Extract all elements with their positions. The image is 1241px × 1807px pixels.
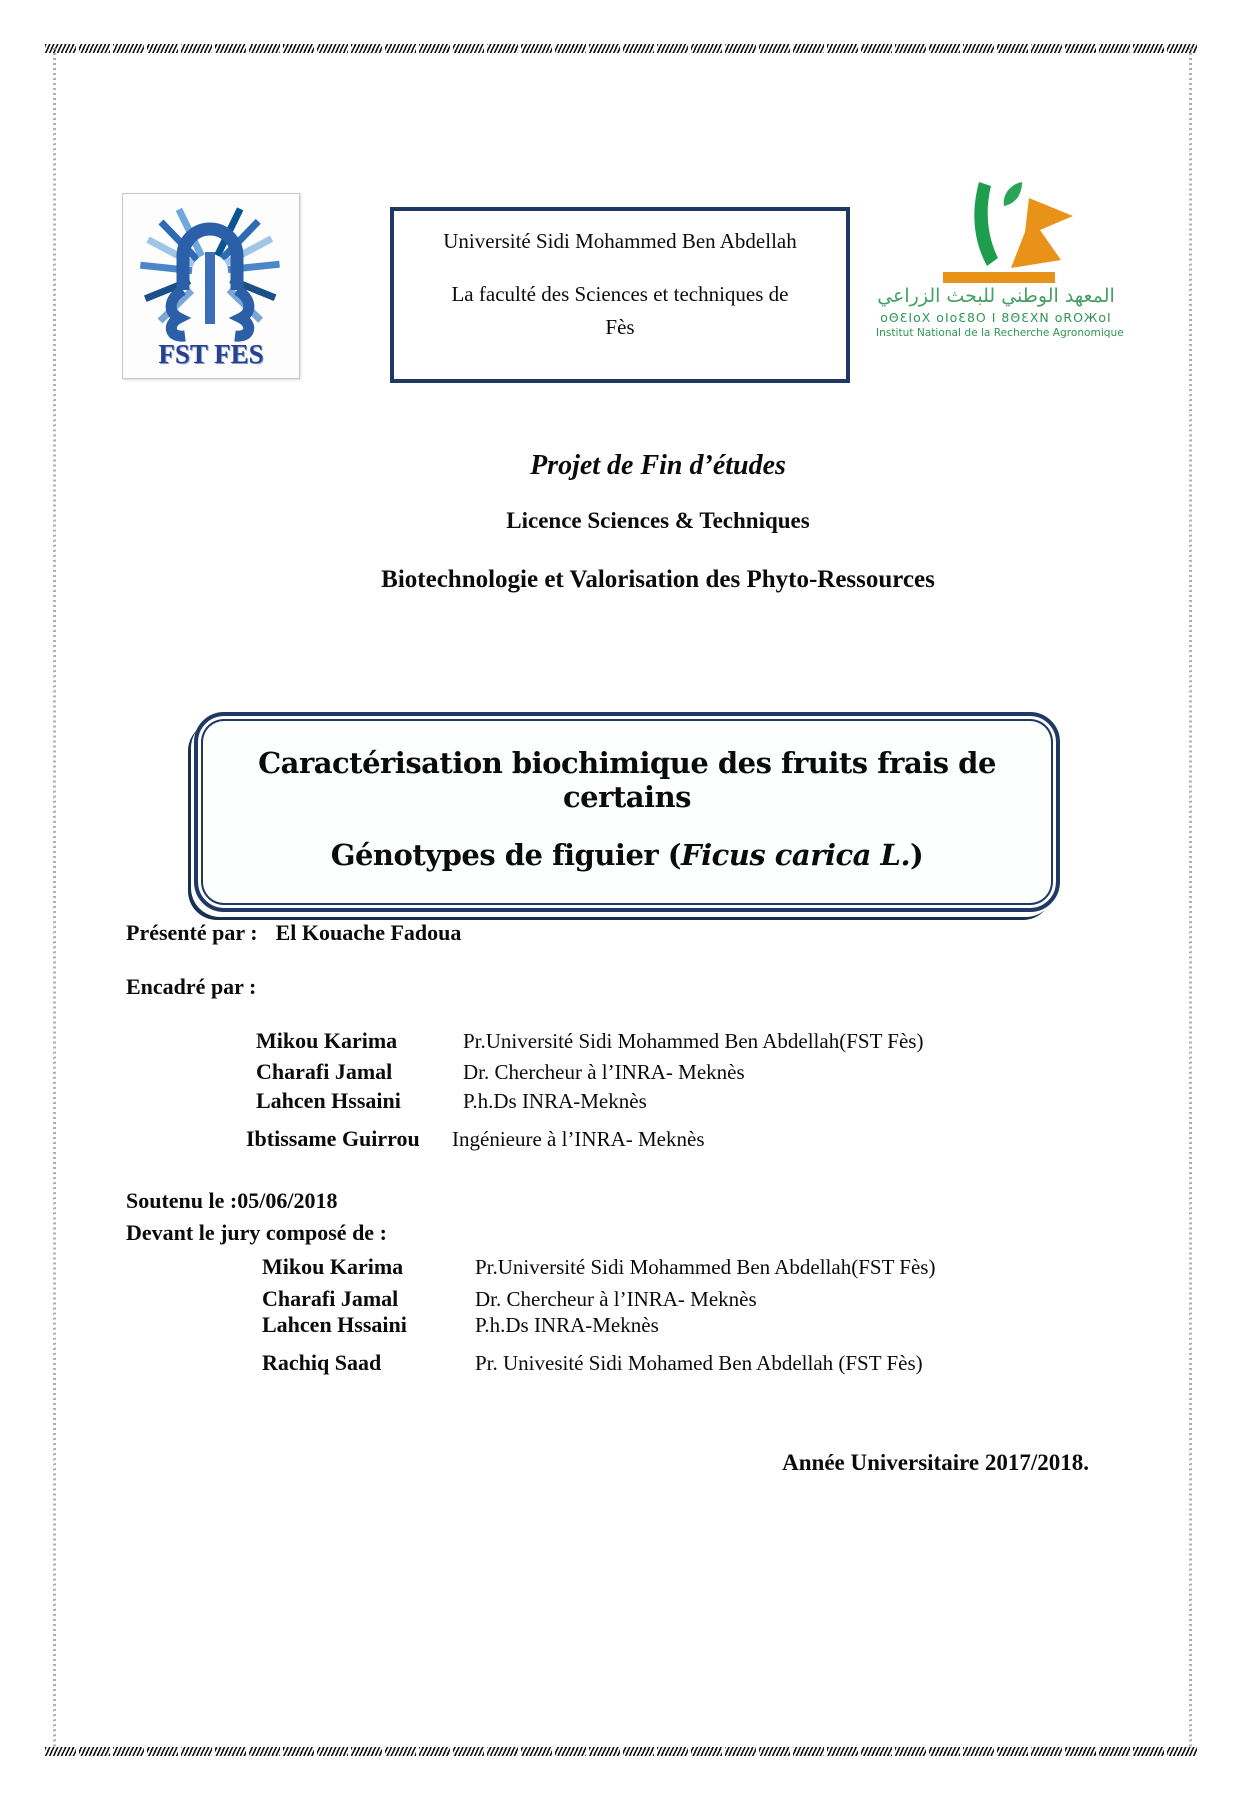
title-species-latin: Ficus carica L. — [681, 838, 911, 872]
supervised-by-label: Encadré par : — [126, 974, 257, 999]
fst-logo-label: FST FES — [158, 339, 264, 369]
presented-by-row — [126, 920, 461, 946]
inra-tifinagh-name: oΘƐIoX oIoƐ8O I 8ΘƐXN oROЖoI — [880, 309, 1112, 325]
heading-program: Biotechnologie et Valorisation des Phyto-Ressources — [381, 566, 935, 593]
academic-year: Année Universitaire 2017/2018. — [782, 1450, 1089, 1475]
supervisor-role: Dr. Chercheur à l’INRA- Meknès — [463, 1060, 745, 1084]
university-name: Université Sidi Mohammed Ben Abdellah — [443, 229, 797, 253]
inra-logo-block — [876, 180, 1124, 339]
supervisor-name: Lahcen Hssaini — [256, 1088, 401, 1113]
university-box — [390, 207, 850, 383]
title-line2-suffix: ) — [910, 838, 924, 872]
jury-name: Lahcen Hssaini — [262, 1312, 407, 1337]
jury-label: Devant le jury composé de : — [126, 1220, 387, 1245]
jury-role: Pr.Université Sidi Mohammed Ben Abdellah(FST Fès) — [475, 1255, 936, 1279]
inra-french-name: Institut National de la Recherche Agronomique — [876, 326, 1124, 339]
jury-name: Mikou Karima — [262, 1254, 404, 1279]
title-line2-prefix: Génotypes de figuier ( — [330, 838, 681, 872]
heading-degree: Licence Sciences & Techniques — [506, 508, 810, 533]
jury-role: Pr. Univesité Sidi Mohamed Ben Abdellah (FST Fès) — [475, 1351, 923, 1375]
presented-by-label: Présenté par : — [126, 920, 258, 945]
fst-fes-logo — [122, 193, 300, 379]
supervisor-role: Ingénieure à l’INRA- Meknès — [452, 1127, 705, 1151]
jury-role: P.h.Ds INRA-Meknès — [475, 1313, 659, 1337]
page-border-left — [53, 48, 56, 1748]
inra-arabic-name: المعهد الوطني للبحث الزراعي — [877, 285, 1115, 307]
thesis-title-line-1: Caractérisation biochimique des fruits frais de certains — [258, 746, 996, 814]
defense-date: Soutenu le :05/06/2018 — [126, 1188, 338, 1213]
faculty-name-line: La faculté des Sciences et techniques de — [451, 282, 789, 306]
faculty-city: Fès — [605, 315, 635, 339]
inra-logo-icon — [901, 180, 1091, 284]
thesis-title-line-2 — [198, 838, 1056, 872]
supervisor-name: Ibtissame Guirrou — [246, 1126, 420, 1151]
jury-role: Dr. Chercheur à l’INRA- Meknès — [475, 1287, 757, 1311]
heading-project-type: Projet de Fin d’études — [530, 450, 786, 481]
presented-by-name: El Kouache Fadoua — [275, 920, 462, 945]
thesis-title-box — [194, 712, 1060, 912]
supervisor-role: P.h.Ds INRA-Meknès — [463, 1089, 647, 1113]
page-border-right — [1189, 48, 1192, 1748]
supervisor-name: Mikou Karima — [256, 1028, 398, 1053]
page-border-bottom — [45, 1747, 1197, 1756]
supervisor-name: Charafi Jamal — [256, 1059, 393, 1084]
jury-name: Charafi Jamal — [262, 1286, 399, 1311]
jury-name: Rachiq Saad — [262, 1350, 382, 1375]
page-border-top — [45, 44, 1197, 53]
supervisor-role: Pr.Université Sidi Mohammed Ben Abdellah(FST Fès) — [463, 1029, 924, 1053]
